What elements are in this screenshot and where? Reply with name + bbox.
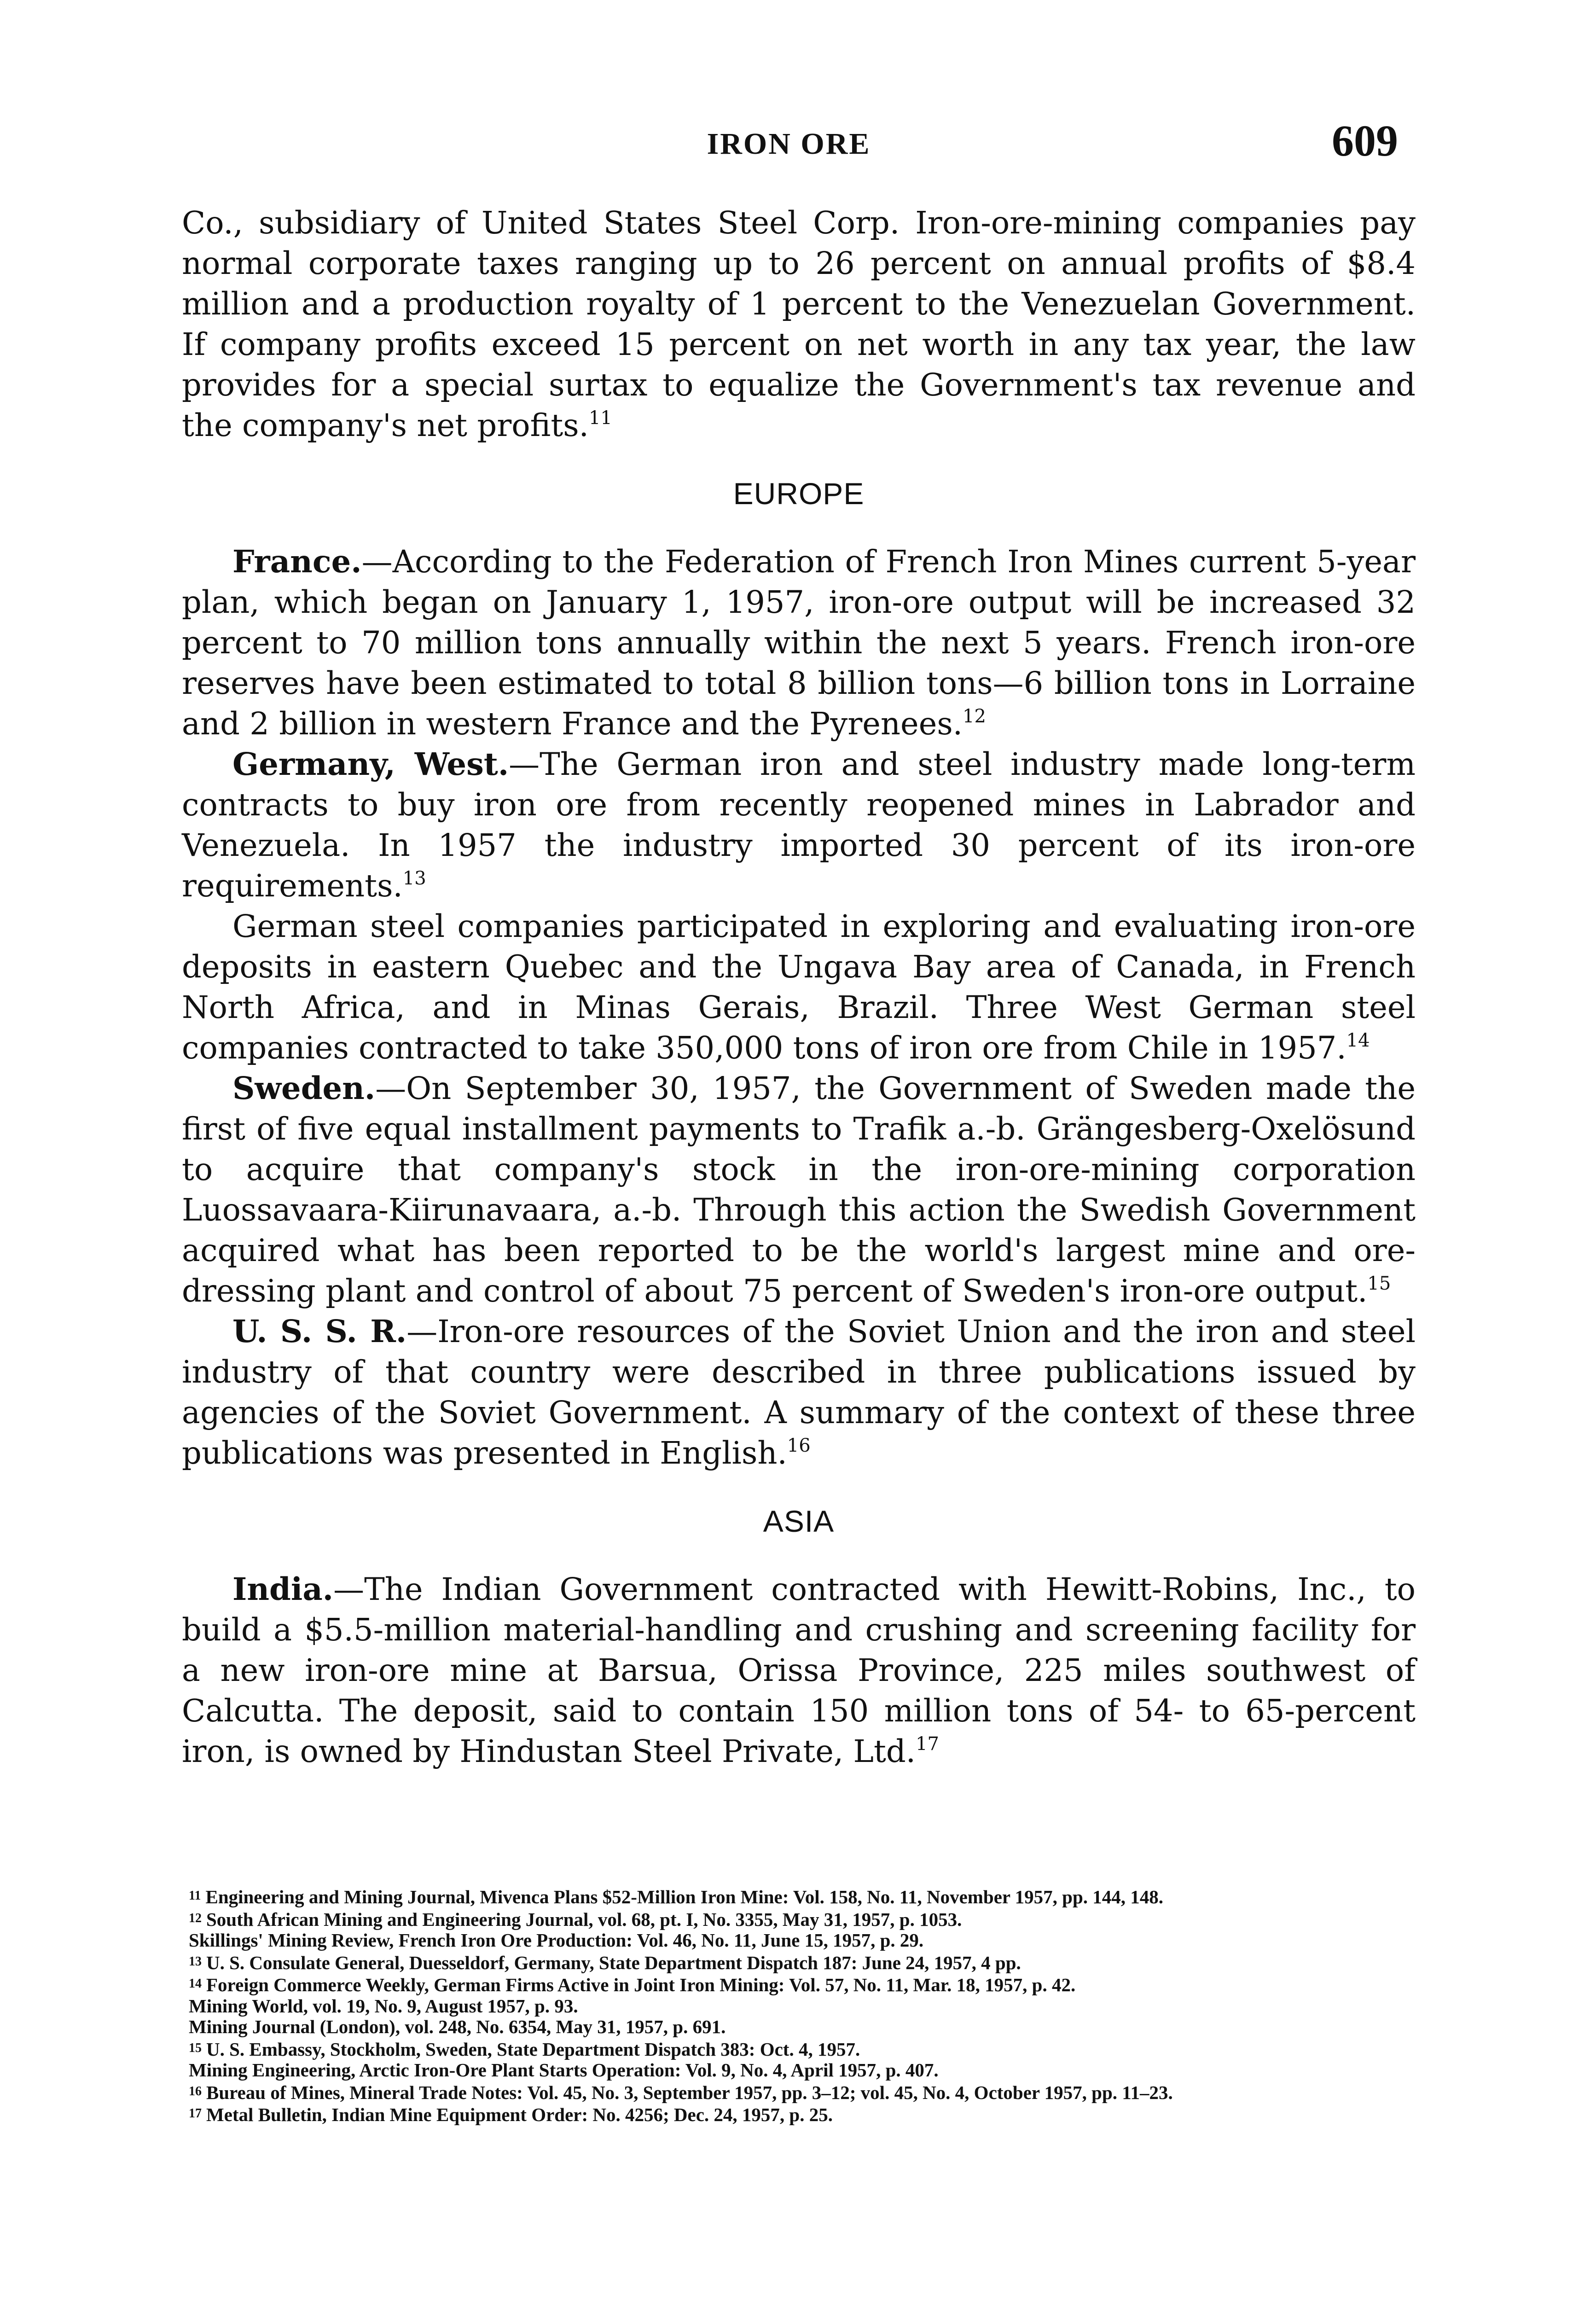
footnote-ref: 12 [963,706,986,727]
footnote-text: Skillings' Mining Review, French Iron Ore Production: Vol. 46, No. 11, June 15, 1957, p. 29. [189,1930,924,1951]
section-heading-asia: ASIA [763,1504,835,1538]
paragraph-india [182,1569,1416,1772]
footnote-ref: 17 [916,1733,939,1755]
footnote-ref: 13 [402,868,426,889]
footnote [189,1908,1418,1930]
footnote-text: Mining Journal (London), vol. 248, No. 6354, May 31, 1957, p. 691. [189,2016,726,2037]
footnote [189,2017,1418,2038]
footnote [189,2060,1418,2081]
paragraph-text: —According to the Federation of French Iron Mines current 5-year plan, which began on January 1, 1957, iron-ore output will be increased 32 percent to 70 million tons annually within the next 5 years. French iron-ore reserves have been estimated to total 8 billion tons—6 billion tons in Lorraine and 2 billion in western France and the Pyrenees. [182,544,1416,742]
footnote-mark: 15 [189,2040,202,2055]
paragraph-text: —On September 30, 1957, the Government of Sweden made the first of five equal installment payments to Trafik a.-b. Grängesberg-Oxelösund to acquire that company's stock in the iron-ore-mining corporation Luossavaara-Kiirunavaara, a.-b. Through this action the Swedish Government acquired what has been reported to be the world's largest mine and ore-dressing plant and control of about 75 percent of Sweden's iron-ore output. [182,1070,1416,1309]
footnote [189,1996,1418,2017]
footnote [189,2103,1418,2126]
footnote-mark: 13 [189,1954,202,1969]
paragraph-ussr [182,1311,1416,1473]
footnote-ref: 15 [1367,1273,1391,1294]
footnote-text: U. S. Embassy, Stockholm, Sweden, State Department Dispatch 383: Oct. 4, 1957. [206,2038,860,2060]
paragraph-sweden [182,1068,1416,1311]
footnote-mark: 16 [189,2084,202,2099]
footnote-text: South African Mining and Engineering Journal, vol. 68, pt. I, No. 3355, May 31, 1957, p. 1053. [206,1908,962,1930]
paragraph-germany [182,744,1416,906]
section-heading-europe: EUROPE [733,477,865,511]
footnote-text: Bureau of Mines, Mineral Trade Notes: Vol. 45, No. 3, September 1957, pp. 3–12; vol. 45, No. 4, October 1957, pp. 11–23. [206,2081,1173,2103]
footnote-mark: 14 [189,1976,202,1991]
footnote [189,2038,1418,2060]
footnote-ref: 16 [787,1435,811,1456]
footnote-text: Mining World, vol. 19, No. 9, August 1957, p. 93. [189,1995,578,2017]
footnotes [189,1885,1418,2126]
paragraph-germany-2 [182,906,1416,1068]
page-number: 609 [1332,116,1398,165]
footnote-text: Engineering and Mining Journal, Mivenca Plans $52-Million Iron Mine: Vol. 158, No. 11, November 1957, pp. 144, 148. [205,1886,1163,1907]
paragraph-venezuela-continued [182,203,1416,446]
run-in-heading: Sweden. [232,1070,376,1106]
footnote-mark: 17 [189,2106,202,2121]
paragraph-text: —The German iron and steel industry made long-term contracts to buy iron ore from recently reopened mines in Labrador and Venezuela. In 1957 the industry imported 30 percent of its iron-ore requirements. [182,746,1416,904]
footnote [189,1930,1418,1951]
paragraph-text: —Iron-ore resources of the Soviet Union and the iron and steel industry of that country were described in three publications issued by agencies of the Soviet Government. A summary of the context of these three publications was presented in English. [182,1314,1416,1471]
running-title: IRON ORE [707,127,871,161]
footnote [189,1951,1418,1974]
main-text [182,203,1416,1772]
footnote-text: Foreign Commerce Weekly, German Firms Active in Joint Iron Mining: Vol. 57, No. 11, Mar. 18, 1957, p. 42. [206,1974,1076,1995]
footnote-text: U. S. Consulate General, Duesseldorf, Germany, State Department Dispatch 187: June 24, 1957, 4 pp. [206,1952,1021,1973]
run-in-heading: U. S. S. R. [232,1313,407,1349]
footnote-ref: 14 [1346,1030,1370,1051]
footnote-mark: 11 [189,1889,201,1903]
run-in-heading: India. [232,1571,334,1607]
footnote [189,2081,1418,2104]
paragraph-france [182,541,1416,744]
footnote-text: Metal Bulletin, Indian Mine Equipment Order: No. 4256; Dec. 24, 1957, p. 25. [206,2104,833,2125]
run-in-heading: Germany, West. [232,746,509,782]
footnote-ref: 11 [588,407,612,429]
run-in-heading: France. [232,543,362,580]
paragraph-text: —The Indian Government contracted with Hewitt-Robins, Inc., to build a $5.5-million material-handling and crushing and screening facility for a new iron-ore mine at Barsua, Orissa Province, 225 miles southwest of Calcutta. The deposit, said to contain 150 million tons of 54- to 65-percent iron, is owned by Hindustan Steel Private, Ltd. [182,1571,1416,1769]
footnote [189,1973,1418,1996]
paragraph-text: Co., subsidiary of United States Steel Corp. Iron-ore-mining companies pay normal corporate taxes ranging up to 26 percent on annual profits of $8.4 million and a production royalty of 1 percent to the Venezuelan Government. If company profits exceed 15 percent on net worth in any tax year, the law provides for a special surtax to equalize the Government's tax revenue and the company's net profits. [182,205,1416,443]
running-head [180,115,1398,180]
paragraph-text: German steel companies participated in exploring and evaluating iron-ore deposits in eastern Quebec and the Ungava Bay area of Canada, in French North Africa, and in Minas Gerais, Brazil. Three West German steel companies contracted to take 350,000 tons of iron ore from Chile in 1957. [182,908,1416,1066]
footnote [189,1885,1418,1908]
footnote-text: Mining Engineering, Arctic Iron-Ore Plant Starts Operation: Vol. 9, No. 4, April 1957, p. 407. [189,2059,939,2081]
footnote-mark: 12 [189,1911,202,1925]
